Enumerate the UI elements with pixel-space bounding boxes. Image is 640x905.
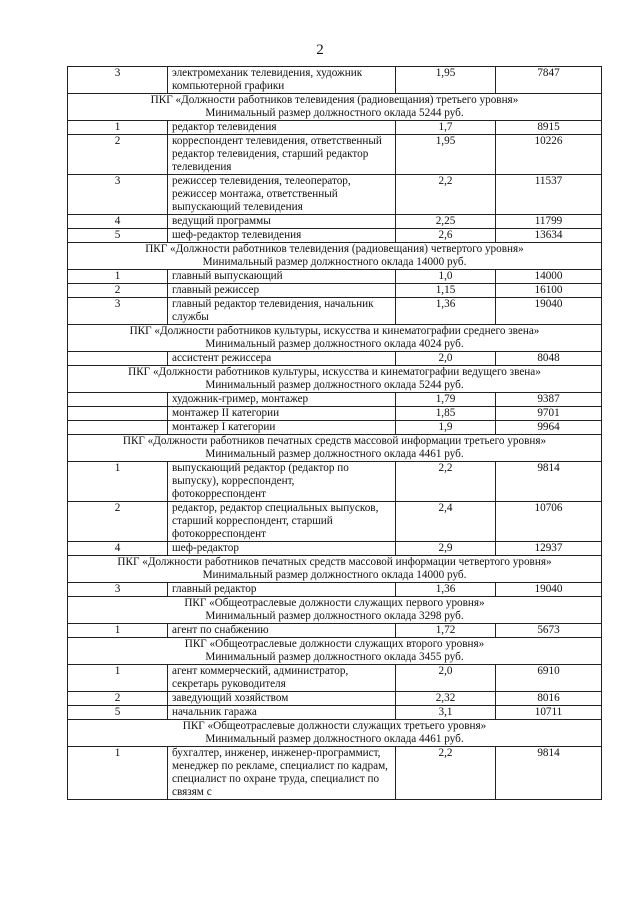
table-row — [68, 583, 602, 597]
qualification-level-cell: 2 — [68, 502, 168, 542]
qualification-level-cell: 1 — [68, 121, 168, 135]
salary-cell: 7847 — [496, 67, 602, 94]
salary-cell: 11537 — [496, 175, 602, 215]
coefficient-cell: 2,2 — [396, 175, 496, 215]
page-number: 2 — [316, 42, 324, 58]
table-row — [68, 229, 602, 243]
group-header-cell — [68, 638, 602, 665]
salary-cell: 9387 — [496, 393, 602, 407]
qualification-level-cell: 3 — [68, 175, 168, 215]
coefficient-cell: 1,36 — [396, 583, 496, 597]
qualification-level-cell: 5 — [68, 706, 168, 720]
coefficient-cell: 1,95 — [396, 135, 496, 175]
qualification-level-cell: 2 — [68, 284, 168, 298]
group-min-salary: Минимальный размер должностного оклада 5244 руб. — [205, 379, 464, 391]
qualification-level-cell: 2 — [68, 135, 168, 175]
coefficient-cell: 1,15 — [396, 284, 496, 298]
position-title-cell: режиссер телевидения, телеоператор, режиссер монтажа, ответственный выпускающий телевидения — [168, 175, 396, 215]
salary-cell: 14000 — [496, 270, 602, 284]
table-row — [68, 706, 602, 720]
table-row — [68, 462, 602, 502]
position-title-cell: корреспондент телевидения, ответственный редактор телевидения, старший редактор телевидения — [168, 135, 396, 175]
group-title: ПКГ «Должности работников телевидения (радиовещания) четвертого уровня» — [145, 243, 524, 255]
group-header-row — [68, 243, 602, 270]
qualification-level-cell: 1 — [68, 624, 168, 638]
group-header-row — [68, 556, 602, 583]
coefficient-cell: 1,0 — [396, 270, 496, 284]
group-header-cell — [68, 366, 602, 393]
group-title: ПКГ «Должности работников культуры, искусства и кинематографии ведущего звена» — [128, 366, 541, 378]
position-title-cell: электромеханик телевидения, художник компьютерной графики — [168, 67, 396, 94]
coefficient-cell: 1,7 — [396, 121, 496, 135]
coefficient-cell: 2,6 — [396, 229, 496, 243]
coefficient-cell: 2,4 — [396, 502, 496, 542]
salary-cell: 11799 — [496, 215, 602, 229]
group-min-salary: Минимальный размер должностного оклада 4024 руб. — [205, 338, 464, 350]
position-title-cell: шеф-редактор телевидения — [168, 229, 396, 243]
position-title-cell: агент коммерческий, администратор, секретарь руководителя — [168, 665, 396, 692]
salary-cell: 12937 — [496, 542, 602, 556]
group-title: ПКГ «Общеотраслевые должности служащих первого уровня» — [184, 597, 485, 609]
position-title-cell: художник-гример, монтажер — [168, 393, 396, 407]
qualification-level-cell: 4 — [68, 215, 168, 229]
group-min-salary: Минимальный размер должностного оклада 14000 руб. — [202, 569, 467, 581]
group-header-cell — [68, 556, 602, 583]
group-min-salary: Минимальный размер должностного оклада 14000 руб. — [202, 256, 467, 268]
position-title-cell: главный выпускающий — [168, 270, 396, 284]
coefficient-cell: 2,25 — [396, 215, 496, 229]
coefficient-cell: 2,32 — [396, 692, 496, 706]
coefficient-cell: 3,1 — [396, 706, 496, 720]
group-header-row — [68, 720, 602, 747]
position-title-cell: заведующий хозяйством — [168, 692, 396, 706]
table-row — [68, 665, 602, 692]
group-header-cell — [68, 597, 602, 624]
qualification-level-cell — [68, 393, 168, 407]
qualification-level-cell: 2 — [68, 692, 168, 706]
salary-cell: 9964 — [496, 421, 602, 435]
table-row — [68, 393, 602, 407]
qualification-level-cell: 1 — [68, 462, 168, 502]
position-title-cell: шеф-редактор — [168, 542, 396, 556]
qualification-level-cell: 4 — [68, 542, 168, 556]
salary-cell: 5673 — [496, 624, 602, 638]
group-title: ПКГ «Общеотраслевые должности служащих второго уровня» — [184, 638, 485, 650]
group-header-row — [68, 94, 602, 121]
group-min-salary: Минимальный размер должностного оклада 4461 руб. — [205, 733, 464, 745]
table-row — [68, 298, 602, 325]
qualification-level-cell: 3 — [68, 583, 168, 597]
table-row — [68, 270, 602, 284]
position-title-cell: ассистент режиссера — [168, 352, 396, 366]
group-header-row — [68, 366, 602, 393]
table-row — [68, 67, 602, 94]
coefficient-cell: 2,0 — [396, 352, 496, 366]
position-title-cell: монтажер II категории — [168, 407, 396, 421]
salary-cell: 9814 — [496, 747, 602, 800]
salary-cell: 10711 — [496, 706, 602, 720]
group-title: ПКГ «Должности работников печатных средств массовой информации третьего уровня» — [122, 435, 547, 447]
coefficient-cell: 1,72 — [396, 624, 496, 638]
coefficient-cell: 1,85 — [396, 407, 496, 421]
coefficient-cell: 2,2 — [396, 747, 496, 800]
table-row — [68, 135, 602, 175]
table-row — [68, 542, 602, 556]
qualification-level-cell — [68, 421, 168, 435]
salary-table — [67, 66, 602, 800]
position-title-cell: ведущий программы — [168, 215, 396, 229]
qualification-level-cell: 3 — [68, 67, 168, 94]
table-row — [68, 747, 602, 800]
group-header-row — [68, 597, 602, 624]
table-row — [68, 502, 602, 542]
salary-cell: 9701 — [496, 407, 602, 421]
salary-cell: 13634 — [496, 229, 602, 243]
position-title-cell: выпускающий редактор (редактор по выпуску), корреспондент, фотокорреспондент — [168, 462, 396, 502]
group-header-cell — [68, 94, 602, 121]
table-row — [68, 121, 602, 135]
group-min-salary: Минимальный размер должностного оклада 4461 руб. — [205, 448, 464, 460]
position-title-cell: редактор, редактор специальных выпусков, старший корреспондент, старший фотокорреспондент — [168, 502, 396, 542]
position-title-cell: начальник гаража — [168, 706, 396, 720]
group-header-cell — [68, 325, 602, 352]
table-row — [68, 215, 602, 229]
group-title: ПКГ «Общеотраслевые должности служащих третьего уровня» — [182, 720, 487, 732]
table-row — [68, 624, 602, 638]
coefficient-cell: 2,9 — [396, 542, 496, 556]
coefficient-cell: 1,36 — [396, 298, 496, 325]
qualification-level-cell: 1 — [68, 270, 168, 284]
coefficient-cell: 1,9 — [396, 421, 496, 435]
salary-cell: 10706 — [496, 502, 602, 542]
group-header-row — [68, 325, 602, 352]
qualification-level-cell: 3 — [68, 298, 168, 325]
group-title: ПКГ «Должности работников культуры, искусства и кинематографии среднего звена» — [129, 325, 540, 337]
group-title: ПКГ «Должности работников телевидения (радиовещания) третьего уровня» — [150, 94, 519, 106]
salary-cell: 8016 — [496, 692, 602, 706]
table-row — [68, 175, 602, 215]
qualification-level-cell — [68, 352, 168, 366]
salary-cell: 9814 — [496, 462, 602, 502]
position-title-cell: главный режиссер — [168, 284, 396, 298]
salary-cell: 8048 — [496, 352, 602, 366]
coefficient-cell: 2,2 — [396, 462, 496, 502]
group-header-cell — [68, 435, 602, 462]
position-title-cell: монтажер I категории — [168, 421, 396, 435]
salary-cell: 8915 — [496, 121, 602, 135]
position-title-cell: главный редактор телевидения, начальник службы — [168, 298, 396, 325]
position-title-cell: бухгалтер, инженер, инженер-программист, менеджер по рекламе, специалист по кадрам, специалист по охране труда, специалист по связям с — [168, 747, 396, 800]
group-min-salary: Минимальный размер должностного оклада 3455 руб. — [205, 651, 464, 663]
table-row — [68, 284, 602, 298]
group-header-cell — [68, 243, 602, 270]
group-header-row — [68, 638, 602, 665]
salary-cell: 19040 — [496, 583, 602, 597]
qualification-level-cell: 1 — [68, 747, 168, 800]
table-row — [68, 421, 602, 435]
qualification-level-cell: 5 — [68, 229, 168, 243]
group-min-salary: Минимальный размер должностного оклада 5244 руб. — [205, 107, 464, 119]
position-title-cell: редактор телевидения — [168, 121, 396, 135]
position-title-cell: агент по снабжению — [168, 624, 396, 638]
qualification-level-cell — [68, 407, 168, 421]
group-title: ПКГ «Должности работников печатных средств массовой информации четвертого уровня» — [117, 556, 552, 568]
table-row — [68, 352, 602, 366]
table-row — [68, 407, 602, 421]
group-header-cell — [68, 720, 602, 747]
group-header-row — [68, 435, 602, 462]
coefficient-cell: 2,0 — [396, 665, 496, 692]
group-min-salary: Минимальный размер должностного оклада 3298 руб. — [205, 610, 464, 622]
coefficient-cell: 1,79 — [396, 393, 496, 407]
qualification-level-cell: 1 — [68, 665, 168, 692]
table-row — [68, 692, 602, 706]
salary-cell: 16100 — [496, 284, 602, 298]
coefficient-cell: 1,95 — [396, 67, 496, 94]
salary-cell: 10226 — [496, 135, 602, 175]
salary-cell: 6910 — [496, 665, 602, 692]
salary-cell: 19040 — [496, 298, 602, 325]
position-title-cell: главный редактор — [168, 583, 396, 597]
salary-table-body — [68, 67, 602, 800]
